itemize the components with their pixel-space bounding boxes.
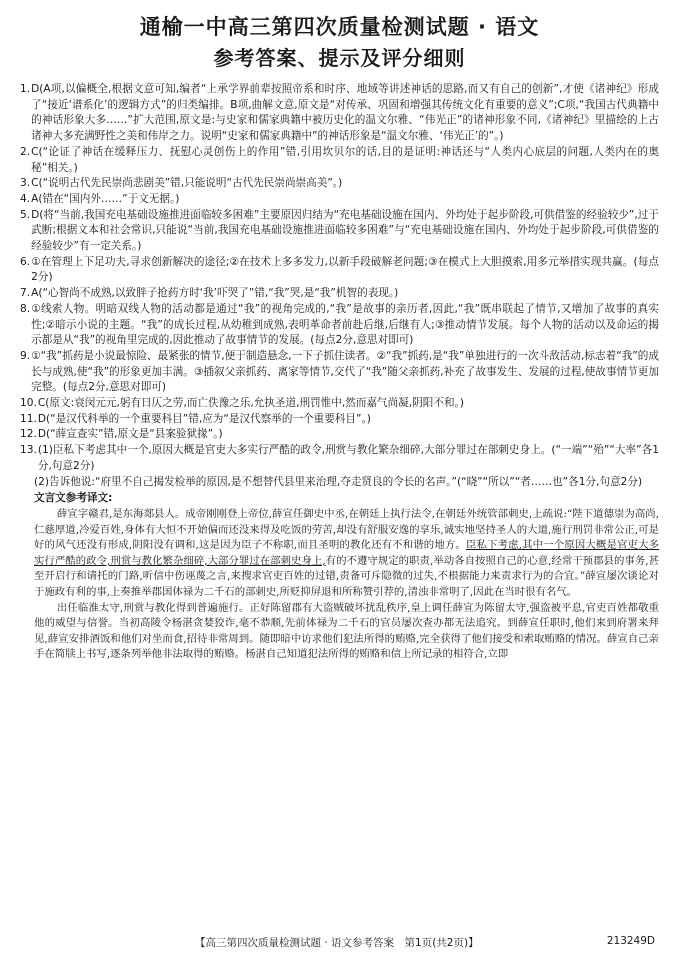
answer-item bbox=[20, 176, 659, 192]
page-title: 通榆一中高三第四次质量检测试题 · 语文 bbox=[139, 15, 540, 39]
translation-heading: 文言文参考译文: bbox=[34, 492, 113, 505]
answer-number: 6. bbox=[20, 255, 31, 268]
answer-number: 3. bbox=[20, 177, 31, 190]
answer-item bbox=[20, 302, 659, 349]
answer-item bbox=[20, 443, 659, 474]
translation-paragraph: 出任临淮太守,刑赏与教化得到普遍施行。正好陈留郡有大盗贼破坏扰乱秩序,皇上调任薛宣为陈留太守,强盗被平息,官吏百姓都敬重他的威望与信誉。当初高陵令杨湛贪婪狡诈,毫不恭顺,先前体禄为二千石的官员屡次查办都无法追究。到薛宣任职时,他们来到府署来拜见,薛宣安排酒饭和他们对坐而食,招待非常周到。随即暗中访求他们犯法所得的贿赂,完全获得了他们接受和索取贿赂的情况。薛宣自己亲手在简牍上书写,逐条列举他非法取得的贿赂。杨湛自己知道犯法所得的贿赂和信上所记录的相符合,立即 bbox=[34, 601, 659, 661]
answer-item bbox=[20, 349, 659, 396]
answer-item bbox=[20, 396, 659, 412]
translation-text: 薛宣字赣君,是东海郯县人。成帝刚刚登上帝位,薛宣任御史中丞,在朝廷上执行法令,在朝廷外统管部刺史,上疏说:“陛下道德崇为高尚,仁慈厚道,冷爱百姓,身体有大恒不开始偏而还没来得及吃饭的劳苦,却没有舒服安逸的享乐,诚实地坚持圣人的大道,施行刑罚非常公正,可是好的风气还没有形成,阴阳没有调和,这是因为臣子不称职,而且圣明的教化还有不和谐的地方。 bbox=[34, 507, 659, 552]
answer-number: 1. bbox=[20, 83, 31, 95]
translation-underlined-text: 臣私下考虑,其中一个原因大概是官吏大多实行严酷的政令,刑赏与教化繁杂细碎,大部分罪过在部刺史身上, bbox=[34, 539, 659, 567]
answer-subpart: (2)告诉他说:“府里不自己揭发检举的原因,是不想替代县里来治理,夺走贤良的令长的名声。”(“晓”“所以”“者……也”各1分,句意2分) bbox=[34, 475, 643, 488]
answer-number: 13. bbox=[20, 444, 37, 457]
footer-code: 213249D bbox=[606, 935, 655, 947]
translation-paragraph bbox=[20, 507, 659, 601]
page-subtitle: 参考答案、提示及评分细则 bbox=[213, 46, 466, 70]
answer-item bbox=[20, 82, 659, 145]
answer-text: ①线索人物。明暗双线人物的活动都是通过“我”的视角完成的,“我”是故事的亲历者,因此,“我”既串联起了情节,又增加了故事的真实性;②暗示小说的主题。“我”的成长过程,从幼稚到成熟,表明革命者前赴后继,后继有人;③推动情节发展。每个人物的活动以及命运的揭示都是从“我”的视角里完成的,因此推动了故事情节的发展。(每点2分,意思对即可) bbox=[31, 302, 659, 347]
answer-item bbox=[20, 255, 659, 286]
answer-item bbox=[20, 286, 659, 302]
answer-number: 12. bbox=[20, 428, 37, 441]
answer-text: D(“是汉代科举的一个重要科目”错,应为“是汉代察举的一个重要科目”。) bbox=[37, 412, 371, 425]
answer-text: C(“说明古代先民崇尚悲剧美”错,只能说明“古代先民崇尚崇高美”。) bbox=[31, 177, 343, 190]
answer-text: A(错在“国内外……”于文无据。) bbox=[31, 192, 180, 205]
answer-text: D(将“当前,我国充电基础设施推进面临较多困难”主要原因归结为“充电基础设施在国内、外均处于起步阶段,可供借鉴的经验较少”,过于武断;根据文本和社会常识,只能说“当前,我国充电基础设施推进面临较多困难”与“充电基础设施在国内、外均处于起步阶段,可供借鉴的经验较少”有一定关系。) bbox=[31, 208, 659, 253]
answer-number: 5. bbox=[20, 208, 31, 221]
translation-text: 有的不遵守规定的职责,举动各自按照自己的心意,经常干预郡县的事务,甚至开启行和请托的门路,听信中伤诬蔑之言,来搜求官吏百姓的过错,责备可斥隐微的过失,不根据能力来责求行为的合宜。”薛宣屡次谈论对于施政有利的事,上奏推举郡国体禄为二千石的部刺史,所贬抑屏退和所称赞引荐的,清浊非常明了,因此在当时很有名气。 bbox=[34, 554, 660, 598]
answer-text: ①在管理上下足功夫,寻求创新解决的途径;②在技术上多多发力,以新手段破解老问题;③在模式上大胆摸索,用多元举措实现共赢。(每点2分) bbox=[31, 255, 659, 284]
answer-item bbox=[20, 412, 659, 428]
answer-number: 9. bbox=[20, 349, 31, 362]
answer-number: 8. bbox=[20, 302, 31, 315]
answer-number: 2. bbox=[20, 145, 31, 158]
answer-number: 7. bbox=[20, 287, 31, 300]
answer-number: 11. bbox=[20, 412, 37, 425]
answer-item bbox=[20, 427, 659, 443]
answer-number: 4. bbox=[20, 192, 31, 205]
answer-item bbox=[20, 145, 659, 176]
answer-item bbox=[20, 192, 659, 208]
answer-text: C(“论证了神话在缓释压力、抚慰心灵创伤上的作用”错,引用坎贝尔的话,目的是证明:神话还与“人类内心底层的问题,人类内在的奥秘”相关。) bbox=[31, 145, 659, 174]
answer-text: C(原文:衰闵元元,躬有日仄之劳,而亡佚豫之乐,允执圣道,刑罚惟中,然而嘉气尚凝,阴阳不和。) bbox=[37, 397, 464, 410]
answer-text: D(A项,以偏概全,根据文意可知,编者“上承学界前辈按照帝系和时序、地域等讲述神话的思路,而又有自己的创新”,才使《诸神纪》形成了“接近‘谱系化’的逻辑方式”的归类编排。B项,曲解文意,原文是“对传承、巩固和增强其传统文化有重要的意义”;C项,“我国古代典籍中的神话形象大多……”扩大范围,原文是:与史家和儒家典籍中被历史化的温文尔雅、“伟光正”的诸神形象不同,《诸神纪》里描绘的上古诸神大多充满野性之美和伟岸之力。说明“史家和儒家典籍中”的神话形象是“温文尔雅、‘伟光正’的”。) bbox=[31, 83, 659, 143]
answer-text: D(“薛宣查实”错,原文是“县案验狱掾”。) bbox=[37, 428, 223, 441]
answer-number: 10. bbox=[20, 397, 37, 410]
answer-text: (1)臣私下考虑其中一个,原因大概是官吏大多实行严酷的政令,刑赏与教化繁杂细碎,大部分罪过在部刺史身上。(“一端”“殆”“大率”各1分,句意2分) bbox=[37, 444, 659, 472]
answer-item bbox=[20, 208, 659, 255]
answer-text: A(“心智尚不成熟,以致胖子抢药方时‘我’吓哭了”错,“我”哭,是“我”机智的表现。) bbox=[31, 287, 399, 300]
answer-list bbox=[20, 82, 659, 663]
answer-text: ①“我”抓药是小说最惊险、最紧张的情节,便于制造悬念,一下子抓住读者。②“我”抓药,是“我”单独进行的一次斗敌活动,标志着“我”的成长与成熟,使“我”的形象更加丰满。③插叙父亲抓药、离家等情节,交代了“我”随父亲抓药,补充了故事发生、发展的过程,使故事情节更加完整。(每点2分,意思对即可) bbox=[31, 349, 659, 394]
footer-page-info: 【高三第四次质量检测试题 · 语文参考答案 第1页(共2页)】 bbox=[195, 937, 479, 949]
